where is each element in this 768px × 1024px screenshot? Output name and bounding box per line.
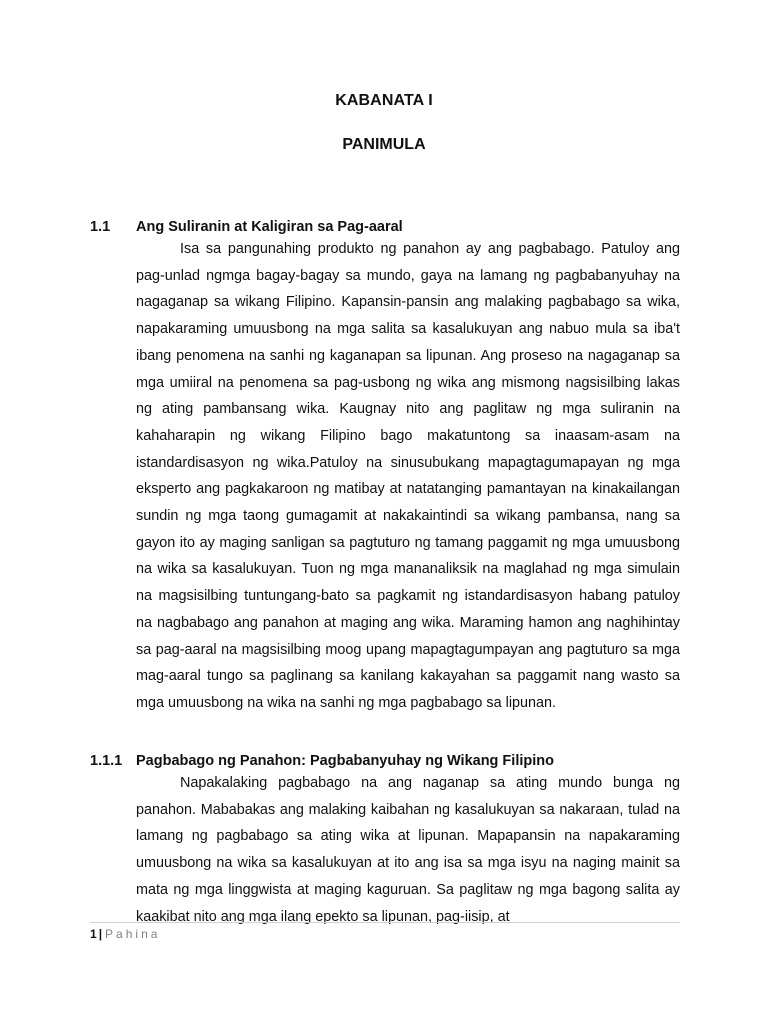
section-title: Pagbabago ng Panahon: Pagbabanyuhay ng Wikang Filipino: [136, 753, 554, 769]
page-number: 1: [90, 927, 97, 941]
section-title: Ang Suliranin at Kaligiran sa Pag-aaral: [136, 219, 403, 235]
section-heading: [90, 218, 680, 236]
section-paragraph: Isa sa pangunahing produkto ng panahon ay ang pagbabago. Patuloy ang pag-unlad ngmga bagay-bagay sa mundo, gaya na lamang ng pagbabanyuhay na nagaganap sa wikang Filipino. Kapansin-pansin ang malaking pagbabago sa wika, napakaraming umuusbong na mga salita sa kasalukuyan ang nabuo mula sa iba't ibang penomena na sanhi ng kaganapan sa lipunan. Ang proseso na nagaganap sa mga umiiral na penomena sa pag-usbong ng wika ang mismong nagsisilbing lakas ng ating pambansang wika. Kaugnay nito ang paglitaw ng mga suliranin na kahaharapin ng wikang Filipino bago makatuntong sa inaasam-asam na istandardisasyon ng wika.Patuloy na sinusubukang mapagtagumapayan ng mga eksperto ang pagkakaroon ng matibay at natatanging pamantayan na kinakailangan sundin ng mga taong gumagamit at nakakaintindi sa wikang pambansa, nang sa gayon ito ay maging sanligan sa pagtuturo ng tamang paggamit ng mga umuusbong na wika sa kasalukuyan. Tuon ng mga mananaliksik na maglahad ng mga simulain na magsisilbing tuntungang-bato sa pagkamit ng istandardisasyon habang patuloy na nagbabago ang panahon at maging ang wika. Maraming hamon ang naghihintay sa pag-aaral na magsisilbing moog upang mapagtagumpayan ang pagtuturo sa mga mag-aaral tungo sa paglinang sa kanilang kakayahan sa paggamit nang wasto sa mga umuusbong na wika na sanhi ng mga pagbabago sa lipunan.: [136, 241, 680, 711]
chapter-title: KABANATA I: [335, 92, 433, 109]
section-1-1: [90, 218, 680, 717]
page-label: Pahina: [105, 927, 161, 941]
footer-separator: |: [98, 927, 103, 941]
section-number: 1.1.1: [90, 753, 123, 769]
section-heading: [90, 752, 680, 770]
section-paragraph: Napakalaking pagbabago na ang naganap sa ating mundo bunga ng panahon. Mababakas ang malaking kaibahan ng kasalukuyan sa nakaraan, tulad na lamang ng pagbabago sa ating wika at lipunan. Mapapansin na napakaraming umuusbong na wika sa kasalukuyan at ito ang isa sa mga isyu na naging mainit sa mata ng mga linggwista at maging kaguruan. Sa paglitaw ng mga bagong salita ay kaakibat nito ang mga ilang epekto sa lipunan, pag-iisip, at: [136, 775, 680, 925]
chapter-subtitle: PANIMULA: [342, 136, 426, 153]
section-1-1-1: [90, 752, 680, 930]
page-footer: [90, 922, 680, 941]
section-number: 1.1: [90, 219, 111, 235]
